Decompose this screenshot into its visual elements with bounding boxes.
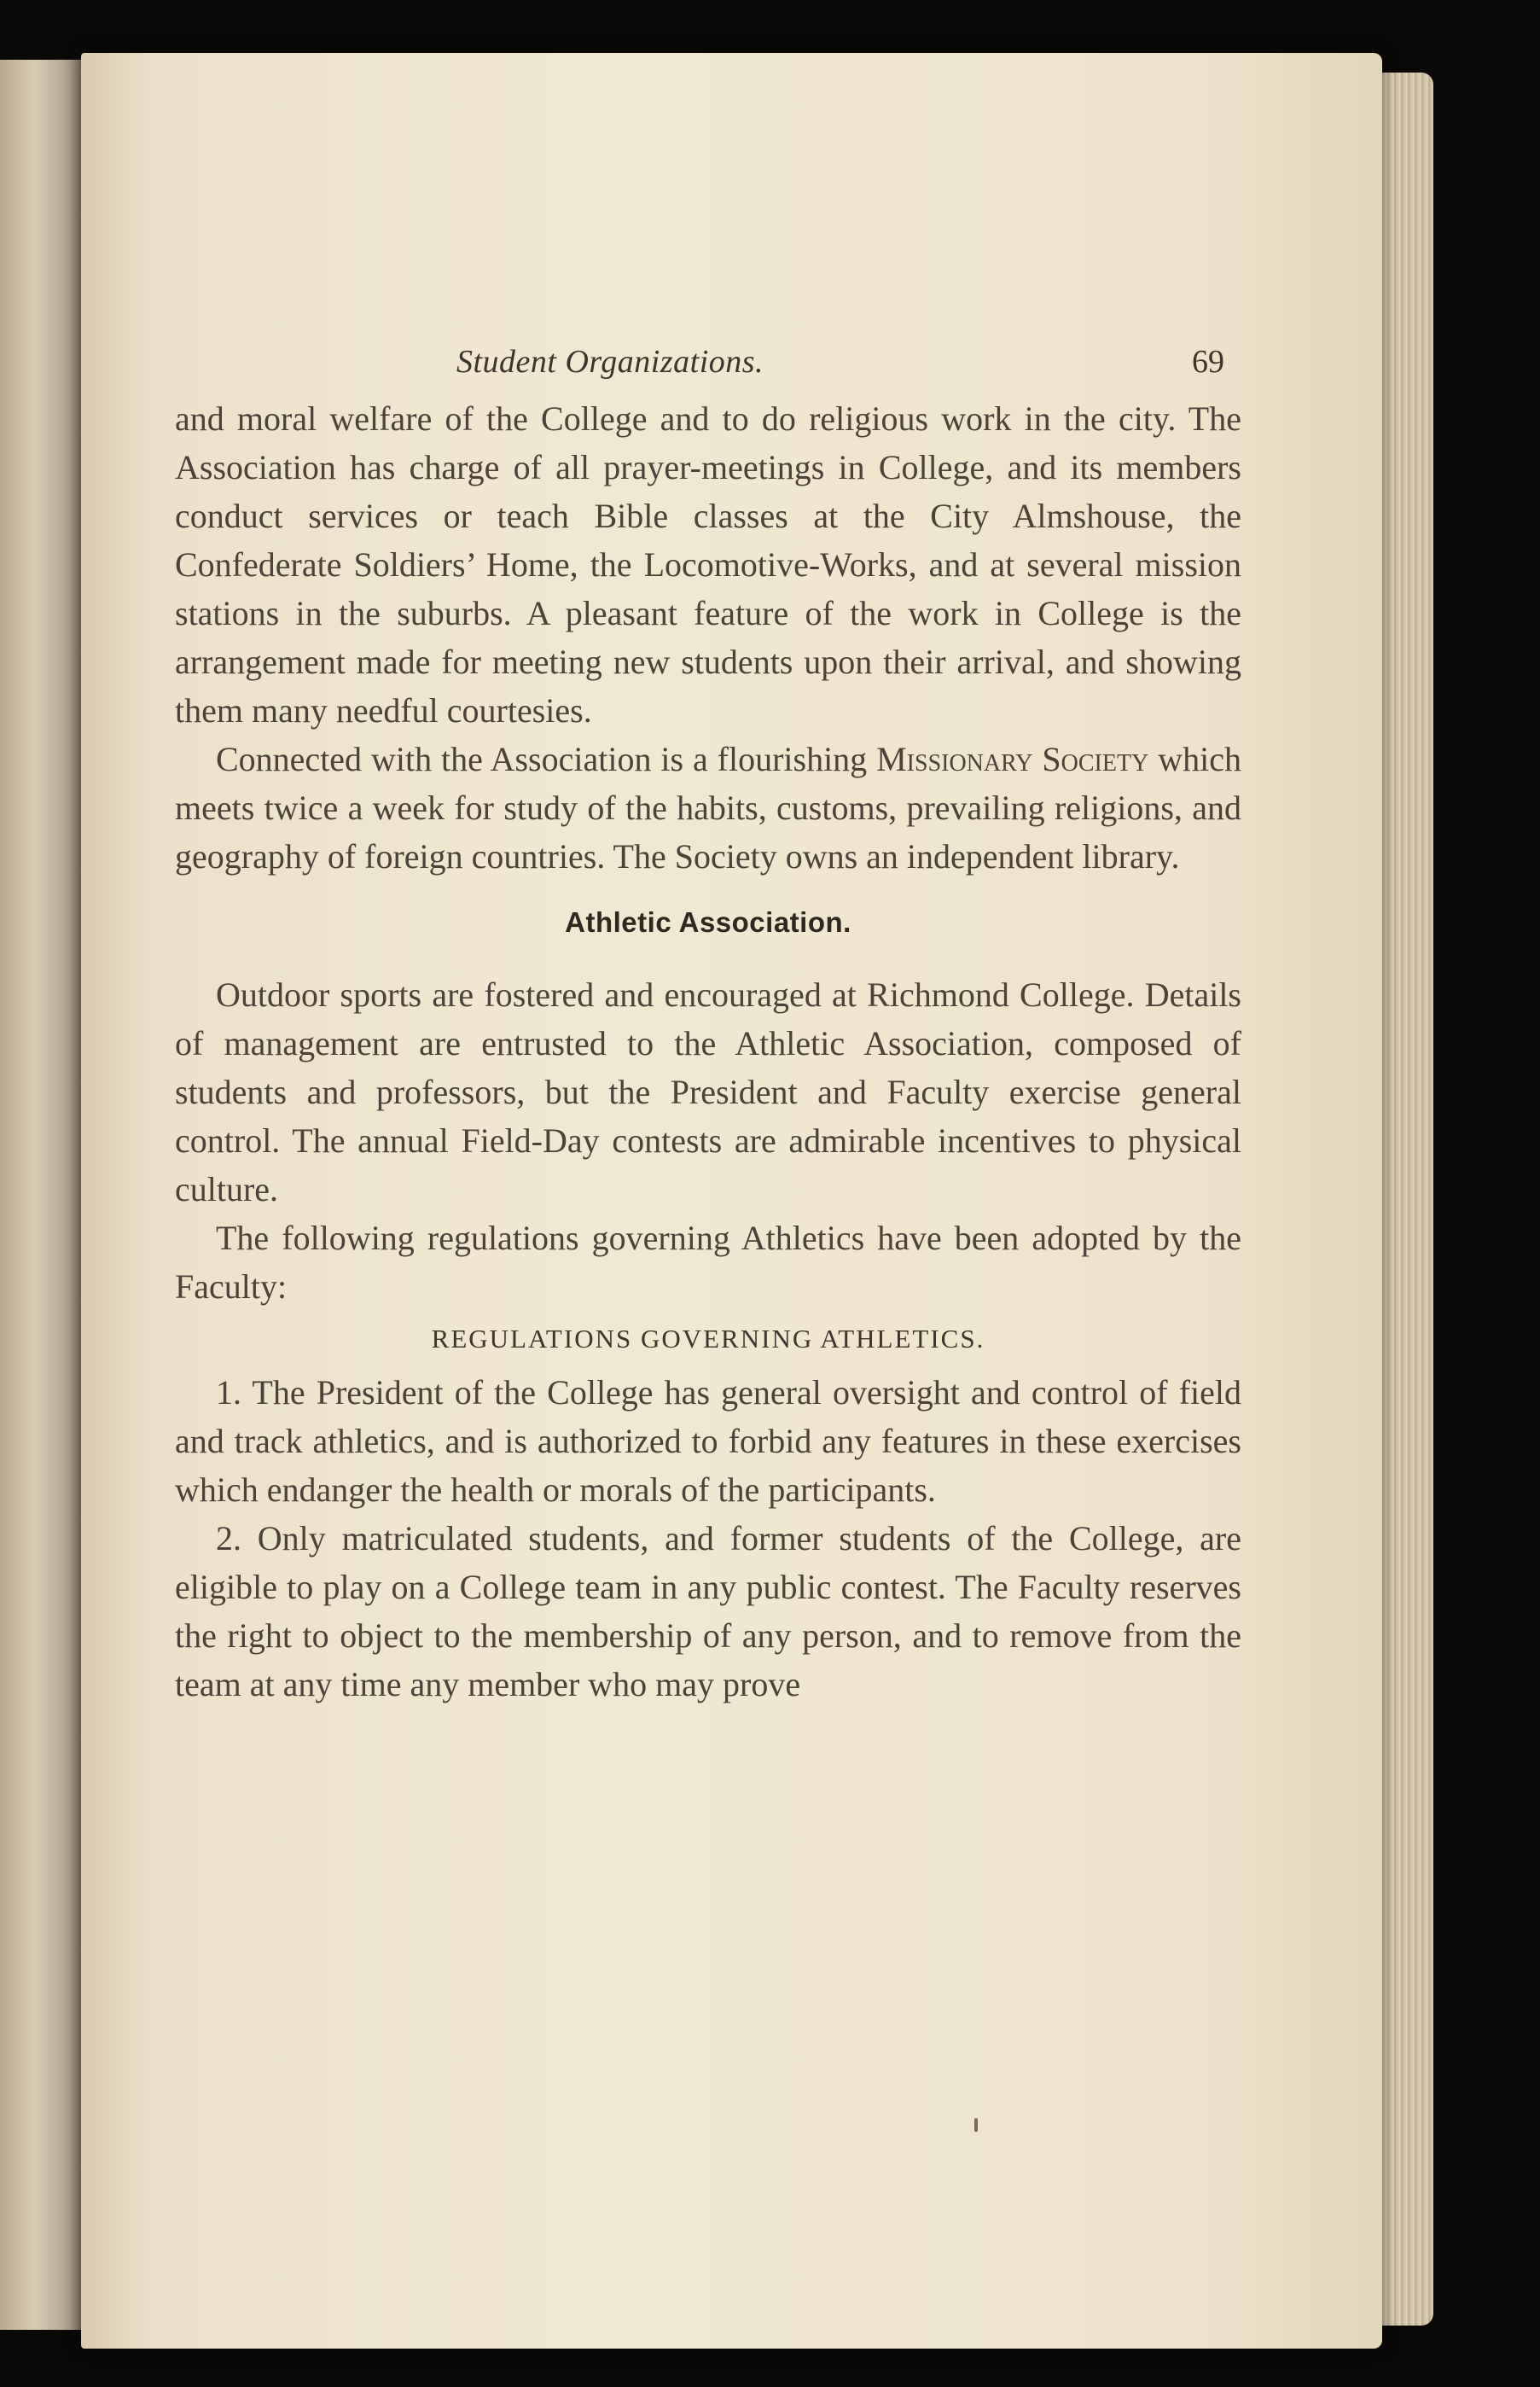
missionary-text-after: which meets twice a week for study of the habits, customs, prevailing religions, and geography of foreign countries. The Society owns an independent library. bbox=[175, 740, 1241, 876]
missionary-text-before: Connected with the Association is a flourishing bbox=[216, 740, 877, 778]
regulation-item-1: 1. The President of the College has general oversight and control of field and track athletics, and is authorized to forbid any features in these exercises which endanger the health or morals of the participants. bbox=[175, 1373, 1241, 1509]
page-content bbox=[175, 335, 1241, 1709]
section-heading-athletic: Athletic Association. bbox=[565, 906, 851, 938]
paper-speck bbox=[974, 2118, 978, 2132]
book-page bbox=[81, 53, 1382, 2349]
body-text bbox=[175, 394, 1241, 1709]
missionary-society-smallcaps: Missionary Society bbox=[876, 740, 1149, 778]
regulation-item-2: 2. Only matriculated students, and former students of the College, are eligible to play on a College team in any public contest. The Faculty reserves the right to object to the membership of any person, and to remove from the team at any time any member who may prove bbox=[175, 1519, 1241, 1703]
page-number: 69 bbox=[1192, 344, 1224, 380]
paragraph-regulations-intro: The following regulations governing Athletics have been adopted by the Faculty: bbox=[175, 1219, 1241, 1306]
running-header bbox=[175, 335, 1241, 394]
regulations-heading: REGULATIONS GOVERNING ATHLETICS. bbox=[431, 1324, 985, 1354]
paragraph-outdoor-sports: Outdoor sports are fostered and encouraged at Richmond College. Details of management are entrusted to the Athletic Association, composed of students and professors, but the President and Faculty exercise general control. The annual Field-Day contests are admirable incentives to physical culture. bbox=[175, 975, 1241, 1208]
paragraph-religious-work: and moral welfare of the College and to do religious work in the city. The Association has charge of all prayer-meetings in College, and its members conduct services or teach Bible classes at the City Almshouse, the Confederate Soldiers’ Home, the Locomotive-Works, and at several mission stations in the suburbs. A pleasant feature of the work in College is the arrangement made for meeting new students upon their arrival, and showing them many needful courtesies. bbox=[175, 399, 1241, 730]
running-title: Student Organizations. bbox=[456, 344, 764, 380]
paragraph-missionary-society bbox=[175, 735, 1241, 881]
